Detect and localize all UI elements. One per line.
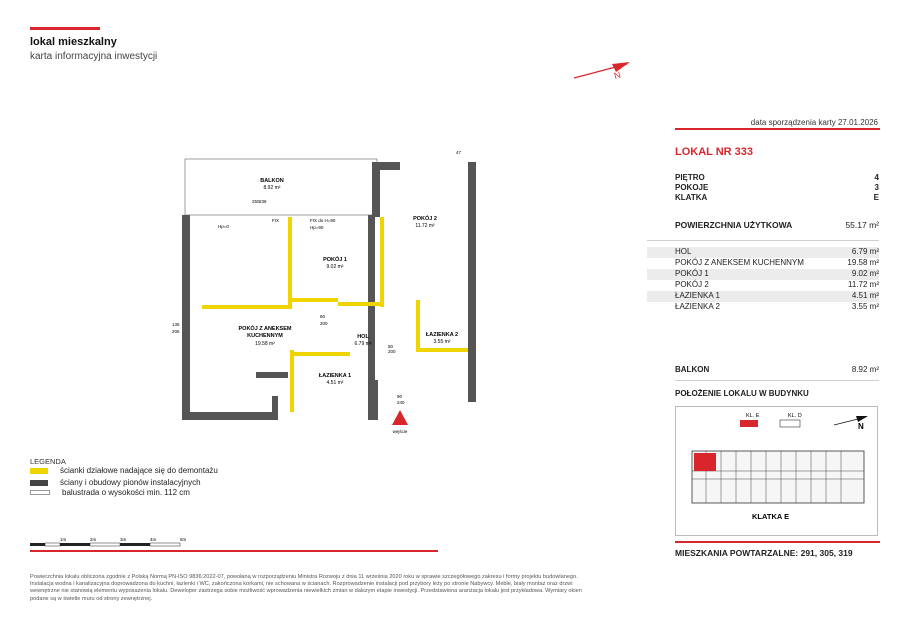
- room-name: ŁAZIENKA 2: [675, 302, 720, 311]
- dim-135: 135: [172, 322, 180, 327]
- plan-area-pokoj2: 11.72 m²: [415, 223, 435, 229]
- plan-area-balkon: 8.92 m²: [263, 185, 281, 191]
- room-row-pokoj2: [647, 280, 879, 291]
- entry-label: wejście: [392, 429, 408, 434]
- plan-label-pokoj2: POKÓJ 2: [413, 216, 437, 222]
- hp0-label: Hp=0: [218, 224, 229, 229]
- stair-label: KLATKA: [675, 193, 708, 202]
- divider: [647, 240, 879, 241]
- fix-label: FIX: [272, 218, 280, 223]
- room-area: 6.79 m²: [851, 247, 879, 256]
- room-row-laz1: [647, 291, 879, 302]
- unit-number: LOKAL NR 333: [675, 146, 754, 158]
- balcony-area: [185, 159, 377, 215]
- location-title: POŁOŻENIE LOKALU W BUDYNKU: [675, 389, 809, 398]
- room-area: 19.58 m²: [847, 258, 879, 267]
- legend-label: ściany i obudowy pionów instalacyjnych: [60, 478, 201, 487]
- dim-90: 90: [397, 394, 403, 399]
- scale-label: 3m: [120, 537, 127, 542]
- dim-47: 47: [456, 150, 462, 155]
- plan-label-balkon: BALKON: [260, 178, 284, 184]
- legend-swatch: [30, 490, 50, 495]
- legend-label: ścianki działowe nadające się do demontażu: [60, 466, 218, 475]
- scale-label: 5m: [180, 537, 187, 542]
- stair-e-marker: [740, 420, 758, 427]
- floor-row: [675, 173, 879, 182]
- repeat-units: MIESZKANIA POWTARZALNE: 291, 305, 319: [675, 548, 853, 558]
- area-value: 55.17 m²: [845, 220, 879, 230]
- plan-label-salon-2: KUCHENNYM: [247, 333, 283, 339]
- area-row: [675, 220, 879, 230]
- plan-label-pokoj1: POKÓJ 1: [323, 257, 347, 263]
- room-area: 4.51 m²: [851, 291, 879, 300]
- rooms-value: 3: [874, 183, 879, 192]
- dim-80b: 80: [388, 344, 394, 349]
- legend-swatch: [30, 480, 48, 486]
- stair-d-marker: [780, 420, 800, 427]
- floor-plan: [160, 140, 490, 440]
- plan-area-salon: 19.58 m²: [255, 341, 275, 347]
- legend-item-railing: [30, 488, 190, 497]
- fix-hp-label: FIX do H=90: [310, 218, 336, 223]
- plan-area-hol: 6.79 m²: [354, 341, 372, 347]
- stair-row: [675, 193, 879, 202]
- plan-bottom-bar: [30, 550, 438, 552]
- dim-240: 240: [397, 400, 405, 405]
- rooms-row: [675, 183, 879, 192]
- building-location-map: [675, 406, 878, 536]
- legend-swatch: [30, 468, 48, 474]
- room-row-hol: [647, 247, 879, 258]
- plan-area-laz2: 3.55 m²: [433, 339, 451, 345]
- hp90-label: Hp=90: [310, 225, 324, 230]
- mini-north-label: N: [858, 422, 864, 431]
- room-area: 9.02 m²: [851, 269, 879, 278]
- plan-label-laz1: ŁAZIENKA 1: [318, 373, 352, 379]
- balcony-row: [675, 365, 879, 374]
- plan-label-hol: HOL: [357, 334, 369, 340]
- mini-caption: KLATKA E: [752, 512, 790, 521]
- footnote: Powierzchnia lokalu obliczona zgodnie z Polską Normą PN-ISO 9836:2022-07, powołaną w rozporządzeniu Ministra Rozwoju z dnia 11 września 2020 roku w sprawie szczegółowego zakresu i formy projektu budowlanego. Instalacja wodna i kanalizacyjna doprowadzona do kuchni, łazienki i WC, zakończona korkami, nie schowana w ścianach. Rozprowadzenie instalacji pod przybory leży po stronie Nabywcy. Meble, biały montaż oraz drzwi wewnętrzne nie stanowią elementu wyposażenia lokalu. Deweloper zastrzega sobie możliwość wprowadzenia niewielkich zmian w dalszym etapie inwestycji. Przedstawiona aranżacja lokalu jest przykładowa. Wymiary okien podane są w świetle muru od strony zewnętrznej.: [30, 574, 582, 602]
- room-area: 11.72 m²: [848, 280, 879, 289]
- info-accent-bar: [675, 128, 880, 130]
- stair-value: E: [873, 193, 879, 202]
- dim-206: 206: [172, 329, 180, 334]
- plan-area-pokoj1: 9.02 m²: [326, 264, 344, 270]
- scale-label: 1m: [60, 537, 67, 542]
- area-label: POWIERZCHNIA UŻYTKOWA: [675, 220, 793, 230]
- plan-label-salon: POKÓJ Z ANEKSEM: [238, 326, 292, 332]
- balcony-label: BALKON: [675, 365, 710, 374]
- legend-label: balustrada o wysokości min. 112 cm: [62, 488, 190, 497]
- dim-250: 250: [252, 199, 260, 204]
- floor-label: PIĘTRO: [675, 173, 705, 182]
- bottom-accent-bar: [675, 541, 880, 543]
- legend-title: LEGENDA: [30, 457, 66, 466]
- rooms-label: POKOJE: [675, 183, 709, 192]
- room-row-laz2: [647, 302, 879, 313]
- stair-e-label: KL. E: [746, 413, 760, 419]
- room-name: ŁAZIENKA 1: [675, 291, 720, 300]
- dim-80a: 80: [320, 314, 326, 319]
- balcony-value: 8.92 m²: [851, 365, 879, 374]
- plan-label-laz2: ŁAZIENKA 2: [425, 332, 459, 338]
- room-name: POKÓJ 2: [675, 280, 709, 289]
- legend-item-partitions: [30, 466, 218, 475]
- dim-236: 236: [259, 199, 267, 204]
- unit-location-highlight: [694, 453, 716, 471]
- page-title: lokal mieszkalny: [30, 36, 117, 48]
- scale-label: 2m: [90, 537, 97, 542]
- room-name: POKÓJ 1: [675, 269, 709, 278]
- room-row-salon: [647, 258, 879, 269]
- stair-d-label: KL. D: [788, 413, 802, 419]
- card-date: data sporządzenia karty 27.01.2026: [750, 118, 878, 127]
- dim-200b: 200: [388, 349, 396, 354]
- entry-arrow-icon: [392, 410, 408, 425]
- room-area: 3.55 m²: [851, 302, 879, 311]
- divider: [675, 380, 879, 381]
- north-arrow-icon: [572, 60, 637, 82]
- page-subtitle: karta informacyjna inwestycji: [30, 51, 158, 62]
- header-accent-bar: [30, 27, 100, 30]
- building-outline: [692, 451, 864, 503]
- scale-label: 4m: [150, 537, 157, 542]
- legend-item-walls: [30, 478, 201, 487]
- plan-area-laz1: 4.51 m²: [326, 380, 344, 386]
- floor-value: 4: [874, 173, 879, 182]
- room-name: HOL: [675, 247, 692, 256]
- room-row-pokoj1: [647, 269, 879, 280]
- room-name: POKÓJ Z ANEKSEM KUCHENNYM: [675, 258, 804, 267]
- north-label: N: [612, 69, 622, 81]
- dim-200a: 200: [320, 321, 328, 326]
